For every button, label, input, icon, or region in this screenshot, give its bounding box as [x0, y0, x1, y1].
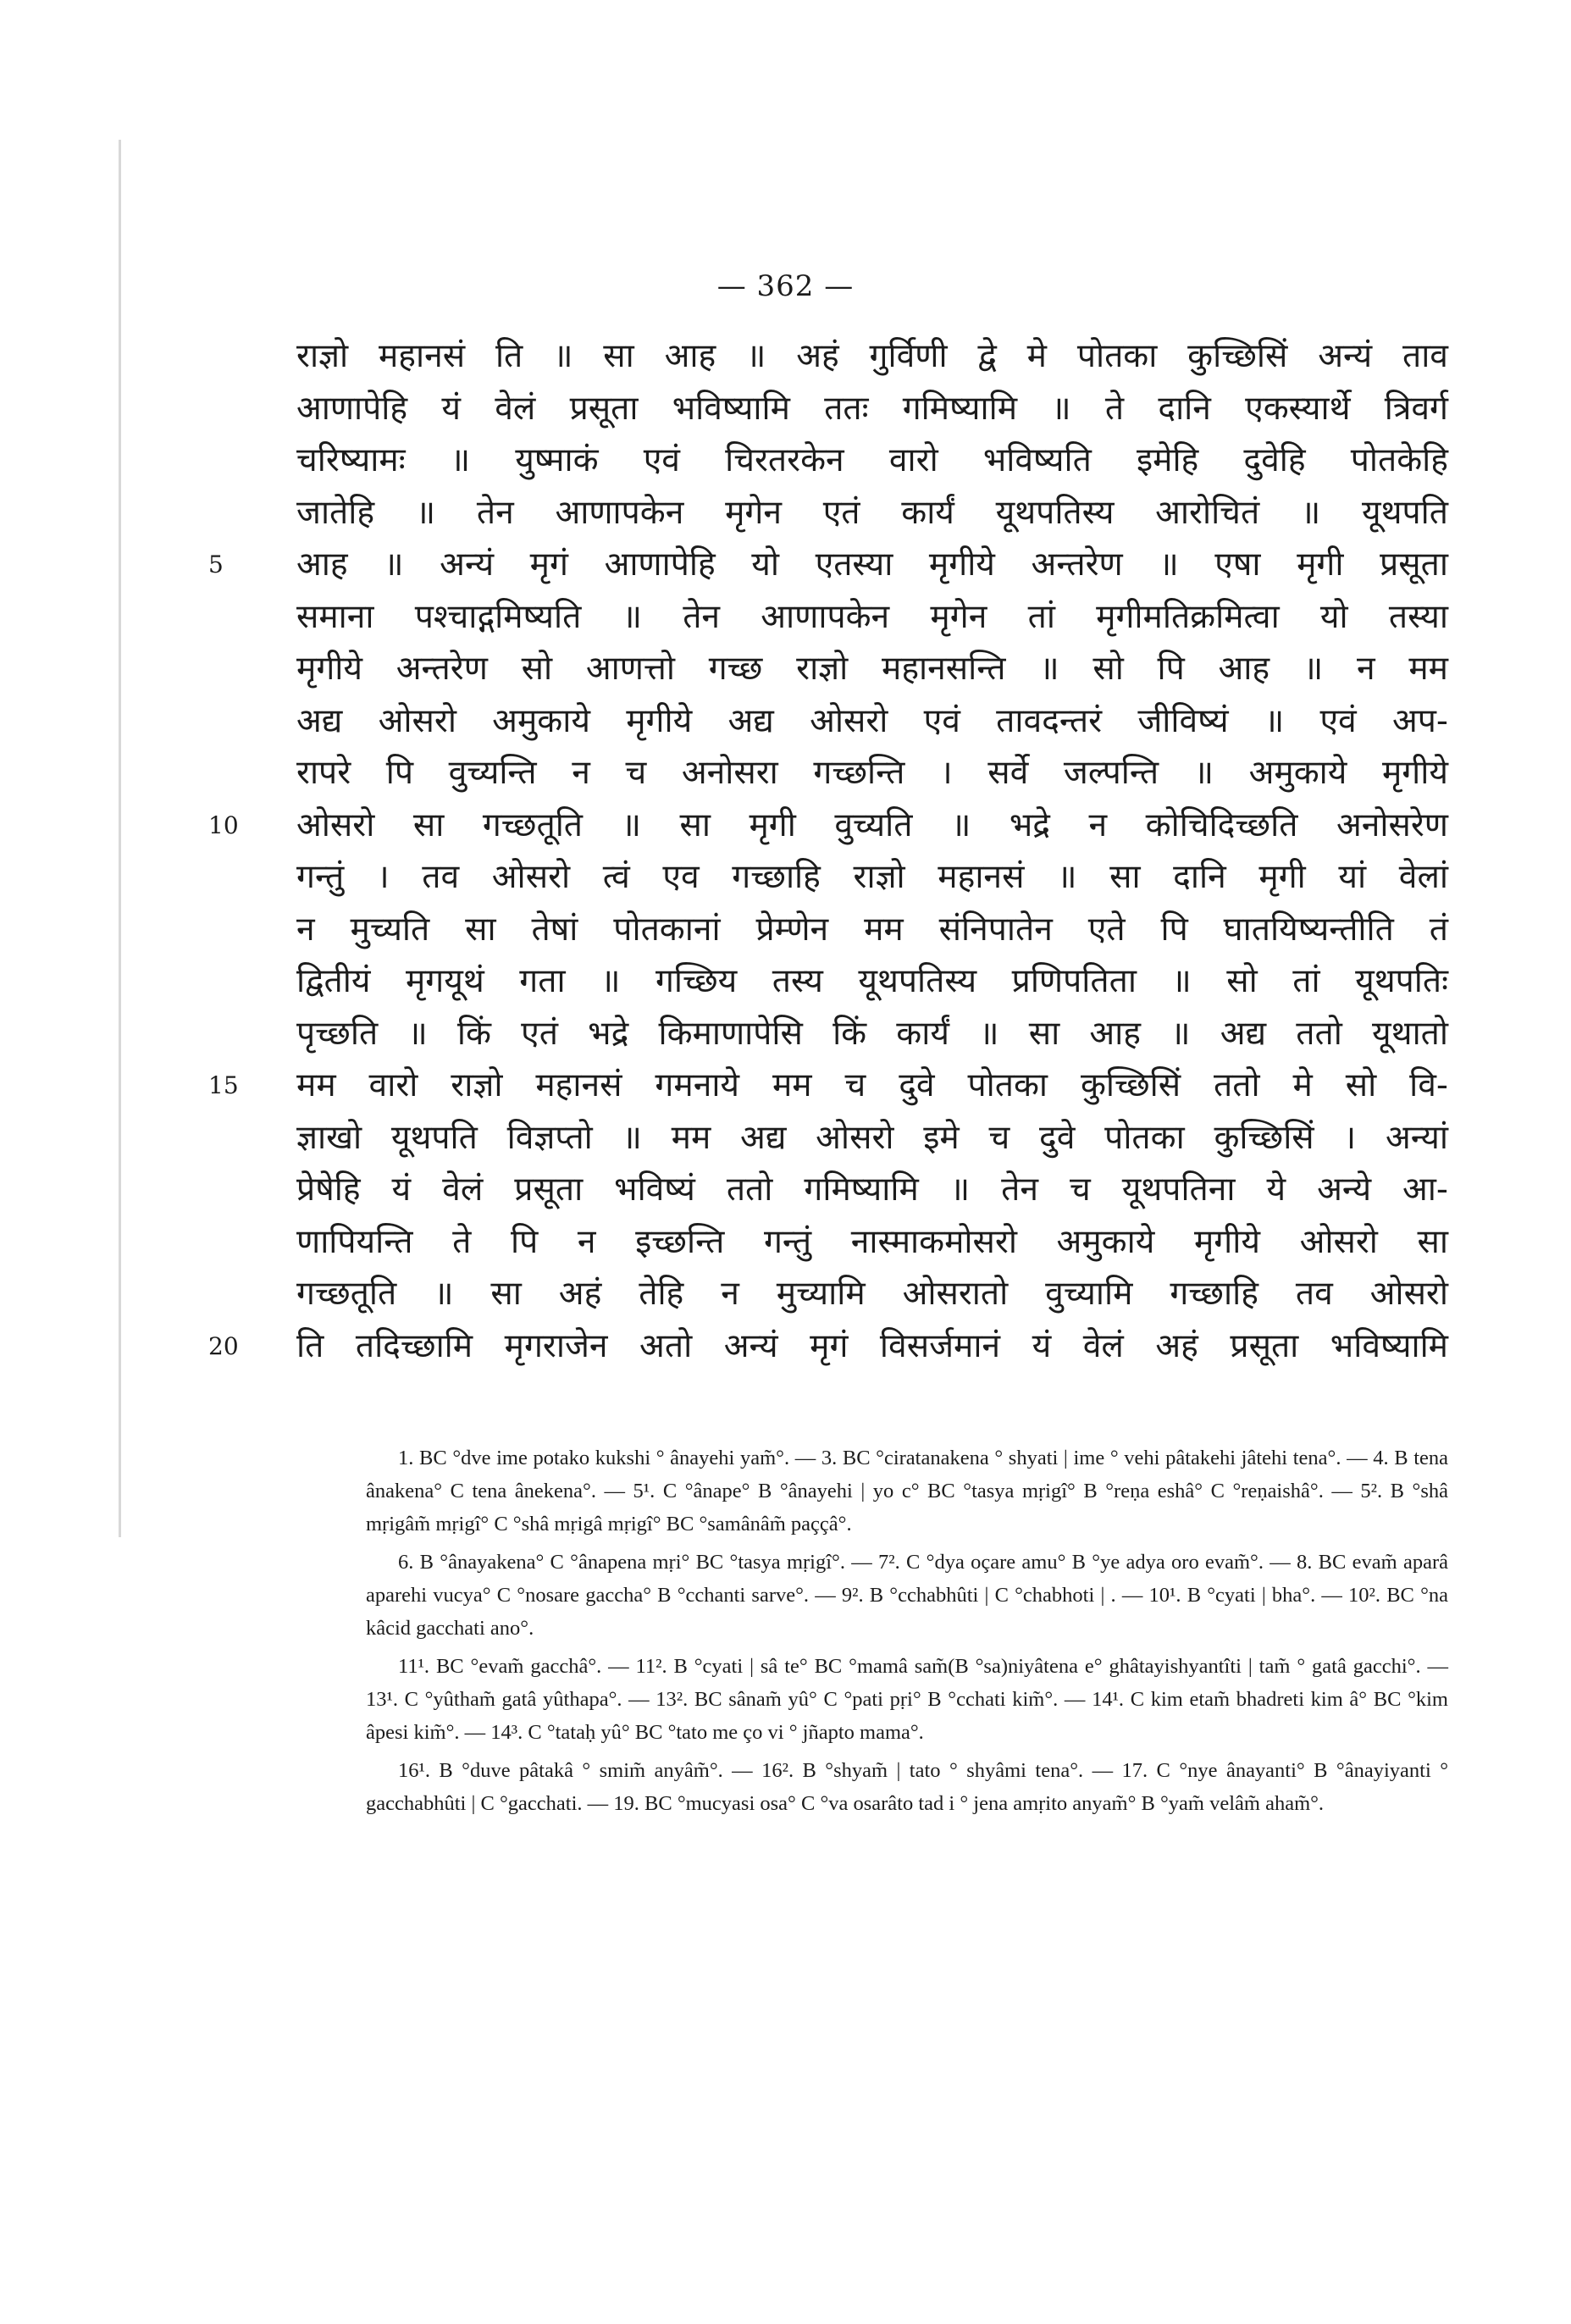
- line-text: न मुच्यति सा तेषां पोतकानां प्रेम्णेन मम संनिपातेन एते पि घातयिष्यन्तीति तं: [296, 910, 1448, 949]
- line-text: राज्ञो महानसं ति ॥ सा आह ॥ अहं गुर्विणी द्वे मे पोतका कुच्छिसिं अन्यं ताव: [296, 337, 1448, 375]
- line-text: ति तदिच्छामि मृगराजेन अतो अन्यं मृगं विसर्जमानं यं वेलं अहं प्रसूता भविष्यामि: [296, 1326, 1448, 1365]
- line-text: आह ॥ अन्यं मृगं आणापेहि यो एतस्या मृगीये अन्तरेण ॥ एषा मृगी प्रसूता: [296, 545, 1448, 584]
- line-text: अद्य ओसरो अमुकाये मृगीये अद्य ओसरो एवं तावदन्तरं जीविष्यं ॥ एवं अप-: [296, 701, 1448, 740]
- text-line: [296, 1164, 1448, 1216]
- text-line: [296, 1216, 1448, 1269]
- line-text: समाना पश्चाद्गमिष्यति ॥ तेन आणापकेन मृगेन तां मृगीमतिक्रमित्वा यो तस्या: [296, 597, 1448, 636]
- line-number: 5: [208, 551, 224, 578]
- sanskrit-main-text: [208, 330, 1448, 1372]
- text-line: [296, 330, 1448, 383]
- text-line: [296, 851, 1448, 904]
- footnote-paragraph: 16¹. B °duve pâtakâ ° smim̃ anyâm̃°. — 16². B °shyam̃ | tato ° shyâmi tena°. — 17. C °nye ânayanti° B °ânayiyanti ° gacchabhûti | C °gacchati. — 19. BC °mucyasi osa° C °va osarâto tad i ° jena amṛito anyam̃° B °yam̃ velâm̃ aham̃°.: [366, 1759, 1448, 1815]
- text-line: [296, 434, 1448, 487]
- line-text: मृगीये अन्तरेण सो आणत्तो गच्छ राज्ञो महानसन्ति ॥ सो पि आह ॥ न मम: [296, 650, 1448, 688]
- text-line: [296, 487, 1448, 540]
- margin-rule: [119, 140, 121, 1537]
- line-text: द्वितीयं मृगयूथं गता ॥ गच्छिय तस्य यूथपतिस्य प्रणिपतिता ॥ सो तां यूथपतिः: [296, 962, 1448, 1000]
- line-text: गन्तुं । तव ओसरो त्वं एव गच्छाहि राज्ञो महानसं ॥ सा दानि मृगी यां वेलां: [296, 858, 1448, 896]
- line-text: ओसरो सा गच्छतूति ॥ सा मृगी वुच्यति ॥ भद्रे न कोचिदिच्छति अनोसरेण: [296, 805, 1448, 844]
- text-line: [296, 591, 1448, 644]
- line-text: पृच्छति ॥ किं एतं भद्रे किमाणापेसि किं कार्यं ॥ सा आह ॥ अद्य ततो यूथातो: [296, 1014, 1448, 1053]
- line-text: मम वारो राज्ञो महानसं गमनाये मम च दुवे पोतका कुच्छिसिं ततो मे सो वि-: [296, 1066, 1448, 1104]
- line-text: जातेहि ॥ तेन आणापकेन मृगेन एतं कार्यं यूथपतिस्य आरोचितं ॥ यूथपति: [296, 493, 1448, 532]
- text-line: [296, 1008, 1448, 1060]
- text-line: [296, 643, 1448, 695]
- text-line: [208, 1060, 1448, 1112]
- text-line: [296, 1112, 1448, 1165]
- text-line: [208, 539, 1448, 591]
- footnotes: [366, 1441, 1448, 1825]
- line-number: 15: [208, 1071, 239, 1099]
- text-line: [296, 695, 1448, 748]
- line-text: गच्छतूति ॥ सा अहं तेहि न मुच्यामि ओसरातो वुच्यामि गच्छाहि तव ओसरो: [296, 1275, 1448, 1313]
- page-number: — 362 —: [716, 269, 855, 303]
- line-text: आणापेहि यं वेलं प्रसूता भविष्यामि ततः गमिष्यामि ॥ ते दानि एकस्यार्थे त्रिवर्ग: [296, 389, 1448, 428]
- text-line: [296, 1268, 1448, 1320]
- text-line: [296, 383, 1448, 435]
- footnote-paragraph: 1. BC °dve ime potako kukshi ° ânayehi yam̃°. — 3. BC °ciratanakena ° shyati | ime ° vehi pâtakehi jâtehi tena°. — 4. B tena ânakena° C tena ânekena°. — 5¹. C °ânape° B °ânayehi | yo c° BC °tasya mṛigî° B °reṇa eshâ° C °reṇaishâ°. — 5². B °shâ mṛigâm̃ mṛigî° C °shâ mṛigâ mṛigî° BC °samânâm̃ paççâ°.: [366, 1447, 1448, 1536]
- footnote-paragraph: 11¹. BC °evam̃ gacchâ°. — 11². B °cyati | sâ te° BC °mamâ sam̃(B °sa)niyâtena e° ghâtayishyantîti | tam̃ ° gatâ gacchi°. — 13¹. C °yûtham̃ gatâ yûthapa°. — 13². BC sânam̃ yû° C °pati pṛi° B °cchati kim̃°. — 14¹. C kim etam̃ bhadreti kim â° BC °kim âpesi kim̃°. — 14³. C °tataḥ yû° BC °tato me ço vi ° jñapto mama°.: [366, 1655, 1448, 1744]
- footnote-paragraph: 6. B °ânayakena° C °ânapena mṛi° BC °tasya mṛigî°. — 7². C °dya oçare amu° B °ye adya oro evam̃°. — 8. BC evam̃ aparâ aparehi vucya° C °nosare gaccha° B °cchanti sarve°. — 9². B °cchabhûti | C °chabhoti | . — 10¹. B °cyati | bha°. — 10². BC °na kâcid gacchati ano°.: [366, 1551, 1448, 1640]
- text-line: [296, 955, 1448, 1008]
- line-text: णापियन्ति ते पि न इच्छन्ति गन्तुं नास्माकमोसरो अमुकाये मृगीये ओसरो सा: [296, 1222, 1448, 1261]
- line-text: ज्ञाखो यूथपति विज्ञप्तो ॥ मम अद्य ओसरो इमे च दुवे पोतका कुच्छिसिं । अन्यां: [296, 1118, 1448, 1157]
- line-text: चरिष्यामः ॥ युष्माकं एवं चिरतरकेन वारो भविष्यति इमेहि दुवेहि पोतकेहि: [296, 441, 1448, 479]
- line-text: प्रेषेहि यं वेलं प्रसूता भविष्यं ततो गमिष्यामि ॥ तेन च यूथपतिना ये अन्ये आ-: [296, 1170, 1448, 1209]
- line-number: 20: [208, 1331, 239, 1360]
- line-text: रापरे पि वुच्यन्ति न च अनोसरा गच्छन्ति । सर्वे जल्पन्ति ॥ अमुकाये मृगीये: [296, 754, 1448, 792]
- text-line: [296, 904, 1448, 956]
- line-number: 10: [208, 811, 239, 839]
- text-line: [296, 747, 1448, 800]
- text-line: [208, 1320, 1448, 1373]
- text-line: [208, 800, 1448, 852]
